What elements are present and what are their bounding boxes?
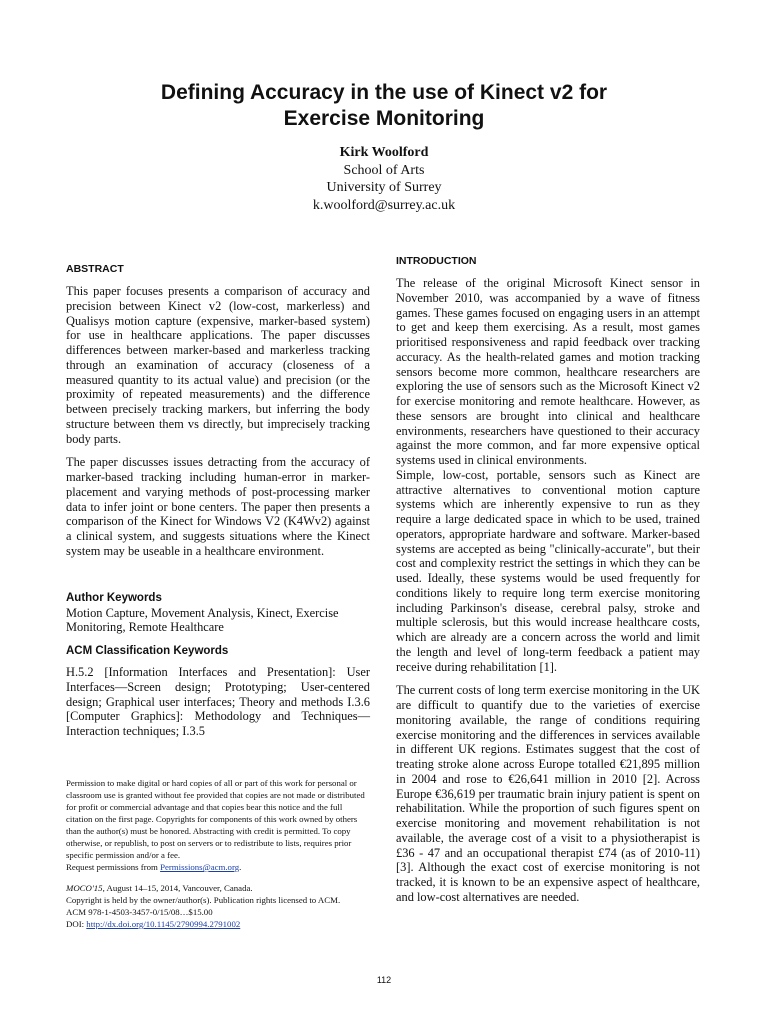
author-name: Kirk Woolford — [339, 145, 429, 160]
page-number: 112 — [376, 975, 392, 985]
doi-prefix: DOI: — [66, 919, 85, 929]
introduction-paragraph-2: Simple, low-cost, portable, sensors such as Kinect are attractive alternatives to conventional motion capture systems which are inherently expensive to run as they require a large dedicated space in which to be used, trained operators, appropriate hardware and software. Marker-based systems are accepted as being "clinically-accurate", but their cost and complexity restrict the settings in which they can be used. Ideally, these systems would be used frequently for conditions likely to require long term exercise monitoring including Parkinson's disease, cerebral palsy, stroke and multiple sclerosis, but this would increase healthcare costs, which are already are a concern across the world and limit the length and level of long-term feedback a patient may receive during rehabilitation [1]. — [396, 467, 700, 674]
author-keywords-text: Motion Capture, Movement Analysis, Kinect, Exercise Monitoring, Remote Healthcare — [66, 605, 339, 635]
doi-link[interactable]: http://dx.doi.org/10.1145/2790994.2791002 — [86, 919, 241, 929]
permission-request-prefix: Request permissions from — [66, 862, 158, 872]
abstract-paragraph-1: This paper focuses presents a comparison of accuracy and precision between Kinect v2 (low-cost, markerless) and Qualisys motion capture (expensive, marker-based system) for use in healthcare applications. The paper discusses differences between marker-based and markerless tracking through an examination of accuracy (closeness of a measured quantity to its actual value) and precision (or the proximity of repeated measurements) and the difference between precisely tracking markers, but inferring the body structure between them vs directly, but imprecisely tracking body parts. — [66, 284, 370, 446]
permission-block — [66, 777, 370, 930]
introduction-paragraph-1: The release of the original Microsoft Kinect sensor in November 2010, was accompanied by a wave of fitness games. These games focused on engaging users in an attempt to get and keep them exercising. As a result, most games prioritised responsiveness and rapid feedback over tracking accuracy. As the health-related games and motion tracking sensors become more common, healthcare researchers are exploring the use of sensors such as the Microsoft Kinect v2 for exercise monitoring and remote healthcare. However, as these sensors are brought into clinical and healthcare environments, researchers have questioned to their accuracy against the more common, and far more expensive optical systems used in clinical environments. — [396, 276, 700, 467]
introduction-heading: INTRODUCTION — [396, 255, 477, 267]
author-school: School of Arts — [343, 162, 425, 178]
permission-text: Permission to make digital or hard copies of all or part of this work for personal or classroom use is granted without fee provided that copies are not made or distributed for profit or commercial advantage and that copies bear this notice and the full citation on the first page. Copyrights for components of this work owned by others than the author(s) must be honored. Abstracting with credit is permitted. To copy otherwise, or republish, to post on servers or to redistribute to lists, requires prior specific permission and/or a fee. — [66, 778, 365, 860]
author-university: University of Surrey — [326, 180, 442, 195]
paper-title-line-2: Exercise Monitoring — [283, 107, 485, 130]
author-email[interactable]: k.woolford@surrey.ac.uk — [312, 197, 456, 213]
introduction-paragraph-3: The current costs of long term exercise monitoring in the UK are difficult to quantify due to the varieties of exercise monitoring available, the range of conditions requiring exercise monitoring and the differences in services available in different UK regions. Estimates suggest that the cost of treating stroke alone across Europe totalled €21,895 million in 2004 and rose to €26,641 million in 2010 [2]. Across Europe €36,619 per traumatic brain injury patient is spent on rehabilitation. While the proportion of such figures spent on exercise monitoring and movement rehabilitation is not available, the average cost of a visit to a physiotherapist is £36 - 47 and an occupational therapist £74 (as of 2010-11) [3]. Although the exact cost of exercise monitoring is not tracked, it is known to be an expensive aspect of healthcare, and low-cost alternatives are needed. — [396, 683, 700, 904]
right-column — [396, 254, 700, 914]
acm-keywords-heading: ACM Classification Keywords — [66, 645, 229, 657]
permission-request-suffix: . — [239, 862, 242, 872]
author-keywords-heading: Author Keywords — [66, 591, 162, 604]
paper-title — [90, 80, 678, 132]
acm-keywords-text: H.5.2 [Information Interfaces and Presentation]: User Interfaces—Screen design; Prototyping; User-centered design; Graphical user interfaces; Theory and methods I.3.6 [Computer Graphics]: Methodology and Techniques—Interaction techniques; I.3.5 — [66, 665, 370, 738]
permissions-email-link[interactable]: Permissions@acm.org — [160, 862, 240, 872]
author-block — [184, 144, 584, 214]
doi-line — [66, 918, 370, 930]
abstract-heading: ABSTRACT — [66, 263, 124, 275]
paper-title-line-1: Defining Accuracy in the use of Kinect v2 for — [160, 81, 608, 104]
abstract-paragraph-2: The paper discusses issues detracting from the accuracy of marker-based tracking including human-error in marker-placement and varying methods of post-processing marker data to infer joint or bone centers. The paper then presents a comparison of the Kinect for Windows V2 (K4Wv2) against a clinical system, and suggests situations where the Kinect system may be useable in a healthcare environment. — [66, 455, 370, 558]
acm-number: ACM 978-1-4503-3457-0/15/08…$15.00 — [66, 907, 213, 917]
conference-name: MOCO'15 — [66, 883, 103, 893]
permission-request — [66, 861, 370, 873]
copyright-line: Copyright is held by the owner/author(s). Publication rights licensed to ACM. — [66, 895, 341, 905]
conference-details: , August 14–15, 2014, Vancouver, Canada. — [102, 883, 253, 893]
left-column — [66, 258, 370, 748]
conference-line — [66, 882, 370, 894]
